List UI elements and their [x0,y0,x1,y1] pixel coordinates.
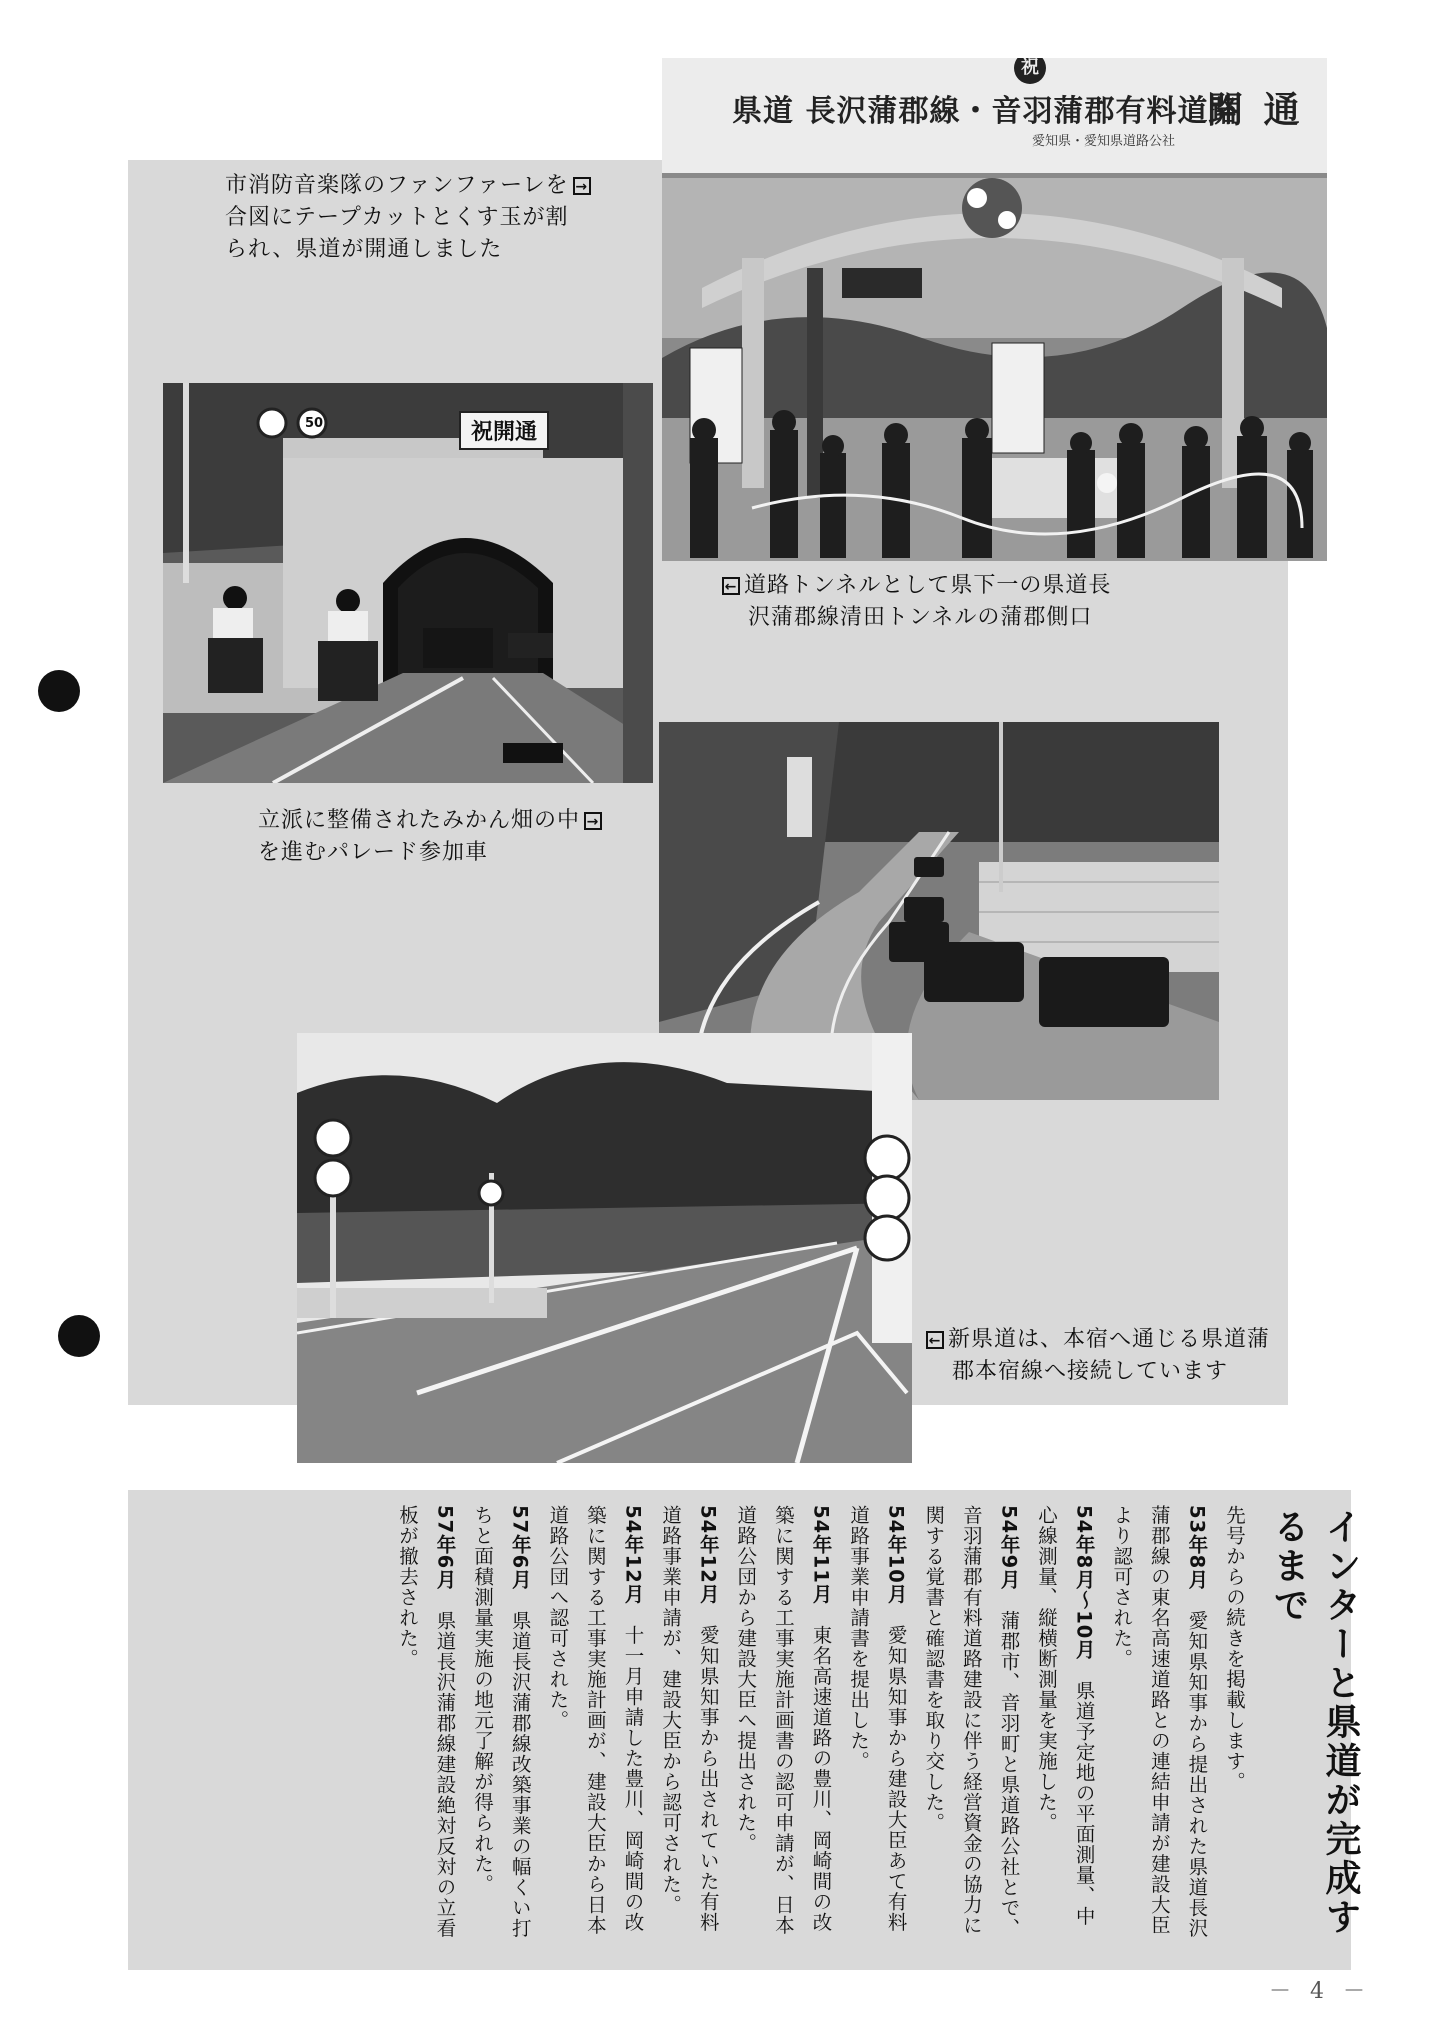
entry-date: 54年12月 [621,1505,645,1605]
ceremony-banner [662,58,1327,173]
binder-hole-bottom [58,1315,100,1357]
entry-date: 57年6月 [508,1505,532,1590]
caption-line: 郡本宿線へ接続しています [952,1359,1229,1384]
arrow-right-icon: → [584,812,602,830]
ceremony-caption [225,170,595,266]
entry-text: 愛知県知事から出されていた有料道路事業申請が、建設大臣から認可された。 [659,1505,720,1933]
ceremony-photo [662,58,1327,561]
caption-line: 沢蒲郡線清田トンネルの蒲郡側口 [748,605,1093,630]
entry-date: 57年6月 [433,1505,457,1590]
entry-text: 県道長沢蒲郡線建設絶対反対の立看板が撤去された。 [395,1505,457,1939]
entry-text: 愛知県知事から建設大臣あて有料道路事業申請書を提出した。 [847,1505,908,1933]
entry-text: 蒲郡市、音羽町と県道路公社とで、音羽蒲郡有料道路建設に伴う経営資金の協力に関する覚書と確認書を取り交した。 [922,1505,1021,1939]
article-entry [915,1505,1028,1945]
tunnel-speed-sign: 50 [304,416,324,431]
arrow-left-icon: ← [926,1331,944,1349]
article-entry [1027,1505,1102,1945]
article-intro: 先号からの続きを掲載します。 [1223,1505,1246,1792]
entry-text: 県道予定地の平面測量、中心線測量、縦横断測量を実施した。 [1035,1505,1096,1927]
entry-date: 54年9月 [997,1505,1021,1590]
entry-date: 53年8月 [1185,1505,1209,1590]
entry-date: 54年11月 [809,1505,833,1605]
article-body [388,1505,1253,1945]
entry-date: 54年12月 [696,1505,720,1605]
article-entry [539,1505,652,1945]
caption-line: 道路トンネルとして県下一の県道長 [744,573,1112,598]
tunnel-caption [718,570,1111,634]
article-entry [727,1505,840,1945]
caption-line: 新県道は、本宿へ通じる県道蒲 [948,1327,1271,1352]
junction-photo [297,1033,912,1463]
entry-text: 県道長沢蒲郡線改築事業の幅くい打ちと面積測量実施の地元了解が得られた。 [471,1505,532,1939]
caption-line: 合図にテープカットとくす玉が割 [225,205,569,230]
entry-date: 54年10月 [884,1505,908,1605]
caption-line: られ、県道が開通しました [225,237,503,262]
entry-text: 愛知県知事から提出された県道長沢蒲郡線の東名高速道路との連結申請が建設大臣より認可された。 [1110,1505,1209,1939]
article-entry [464,1505,539,1945]
arrow-right-icon: → [573,177,591,195]
binder-hole-top [38,670,80,712]
entry-date: 54年8月～10月 [1072,1505,1096,1660]
caption-line: 市消防音楽隊のファンファーレを [225,173,569,198]
ceremony-banner-title: 県道 長沢蒲郡線・音羽蒲郡有料道路 [732,94,1240,129]
page-number: － 4 － [1269,1979,1371,2004]
arrow-left-icon: ← [722,577,740,595]
article-heading: インターと県道が完成するまで [1268,1508,1361,1937]
caption-line: 立派に整備されたみかん畑の中 [258,808,581,833]
tunnel-photo [163,383,653,783]
entry-text: 十一月申請した豊川、岡崎間の改築に関する工事実施計画が、建設大臣から日本道路公団へ認可された。 [546,1505,645,1936]
connection-caption [922,1324,1270,1388]
article-entry [388,1505,463,1945]
ceremony-banner-badge: 祝 [1014,58,1046,84]
tunnel-opening-sign: 祝開通 [459,411,549,450]
article-entry [839,1505,914,1945]
entry-text: 東名高速道路の豊川、岡崎間の改築に関する工事実施計画書の認可申請が、日本道路公団から建設大臣へ提出された。 [734,1505,833,1936]
article-entry [1103,1505,1216,1945]
article-entry [652,1505,727,1945]
ceremony-banner-sub: 愛知県・愛知県道路公社 [1032,134,1176,149]
caption-line: を進むパレード参加車 [258,840,489,865]
orchard-caption [258,805,606,869]
ceremony-banner-open: 開 通 [1207,90,1304,131]
